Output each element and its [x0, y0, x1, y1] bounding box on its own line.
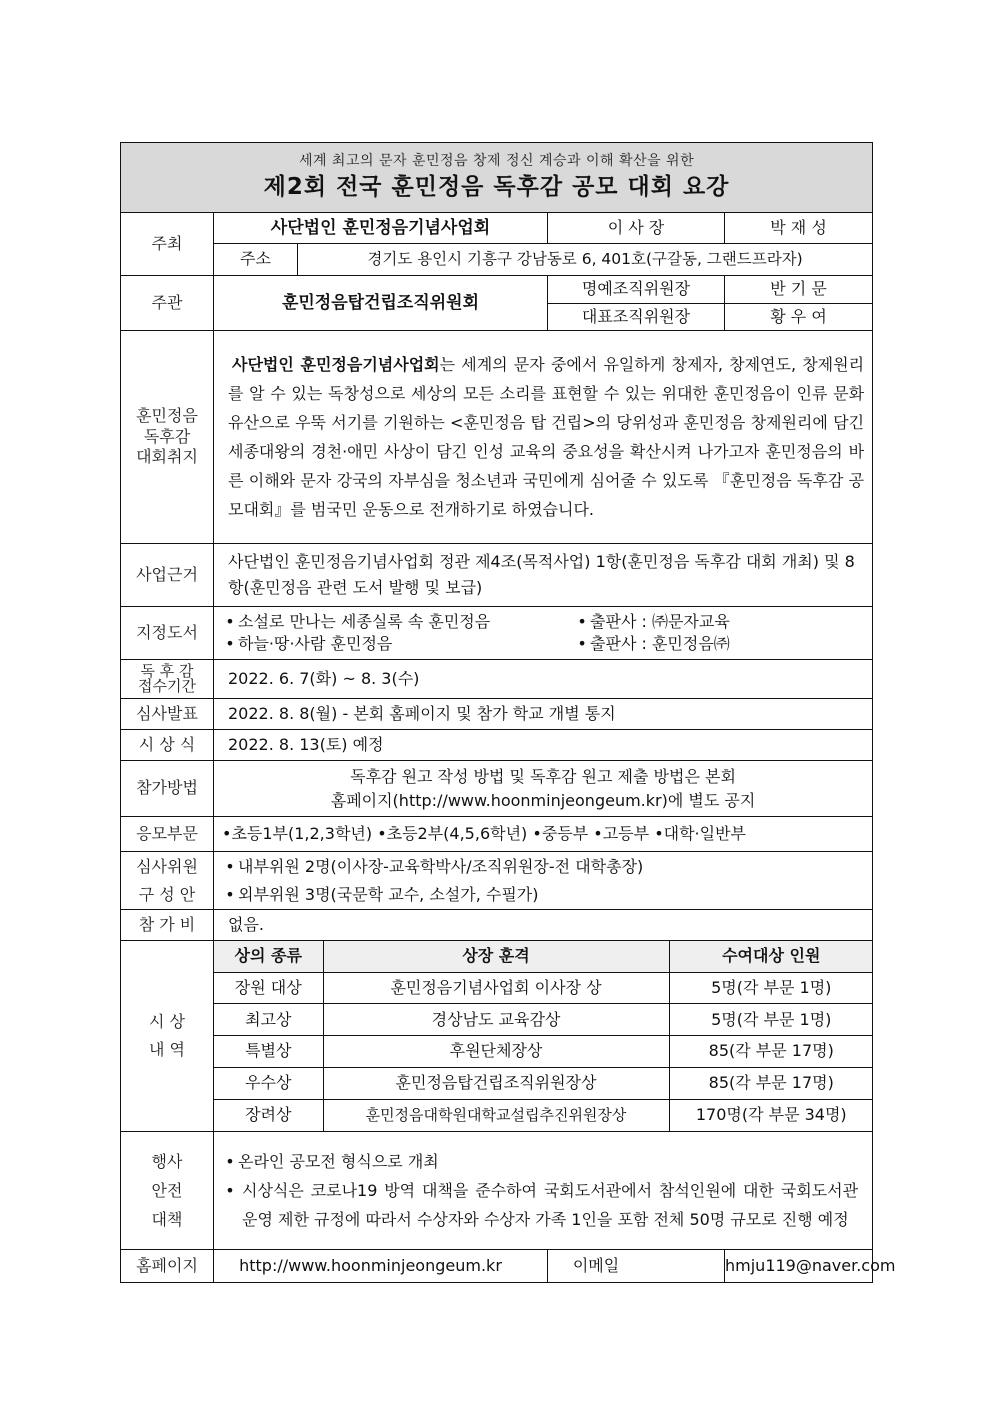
fee-label: 참 가 비: [121, 910, 214, 941]
document-page: [120, 142, 896, 1283]
host-org: 사단법인 훈민정음기념사업회: [214, 213, 548, 244]
prize-row: [214, 972, 873, 1004]
prize-type: 장원 대상: [214, 972, 323, 1004]
prizes-header-count: 수여대상 인원: [669, 941, 873, 972]
purpose-label: [121, 331, 214, 544]
purpose-label-line: 훈민정음: [136, 405, 198, 425]
prize-award: 훈민정음탑건립조직위원장상: [323, 1068, 669, 1100]
prize-count: 170명(각 부문 34명): [669, 1100, 873, 1131]
book-publisher: 출판사 : ㈜문자교육: [590, 612, 730, 631]
judges-label: [121, 852, 214, 910]
prizes-cell: [214, 941, 873, 1132]
purpose-text: [214, 331, 873, 544]
email-label: 이메일: [548, 1250, 725, 1283]
prize-award: 후원단체장상: [323, 1036, 669, 1068]
division-item: 대학·일반부: [663, 823, 746, 843]
judges-label-line: 심사위원: [136, 856, 198, 876]
bullet-icon: •: [593, 823, 603, 843]
prize-count: 5명(각 부문 1명): [669, 972, 873, 1004]
guidelines-table: [120, 142, 896, 1283]
organizer-role-2: 대표조직위원장: [548, 304, 725, 331]
prize-row: [214, 1100, 873, 1131]
judge-item: [222, 853, 872, 881]
organizer-role-1: 명예조직위원장: [548, 276, 725, 304]
safety-label-line: 안전: [151, 1181, 183, 1200]
prize-row: [214, 1036, 873, 1068]
method-line: 홈페이지(http://www.hoonminjeongeum.kr)에 별도 공지: [330, 790, 756, 810]
basis-label: 사업근거: [121, 544, 214, 607]
email-link[interactable]: hmju119@naver.com: [725, 1250, 873, 1283]
prize-type: 특별상: [214, 1036, 323, 1068]
safety-label-line: 대책: [151, 1210, 183, 1229]
division-item: 고등부: [602, 823, 650, 843]
book-publisher: 출판사 : 훈민정음㈜: [590, 634, 730, 653]
bullet-icon: •: [577, 612, 587, 631]
bullet-icon: •: [225, 856, 235, 876]
books-list: [214, 607, 873, 660]
purpose-body: 는 세계의 문자 중에서 유일하게 창제자, 창제연도, 창제원리를 알 수 있는 독창성으로 세상의 모든 소리를 표현할 수 있는 위대한 훈민정음이 인류 문화유산으로 우뚝 서기를 기원하는 <훈민정음 탑 건립>의 당위성과 훈민정음 창제원리에 담긴 세종대왕의 경천·애민 사상이 담긴 인성 교육의 중요성을 확산시켜 나가고자 훈민정음의 바른 이해와 문자 강국의 자부심을 청소년과 국민에게 심어줄 수 있도록 『훈민정음 독후감 공모대회』를 범국민 운동으로 전개하기로 하였습니다.: [228, 355, 865, 519]
host-address: 경기도 용인시 기흥구 강남동로 6, 401호(구갈동, 그랜드프라자): [298, 244, 873, 276]
host-name: 박 재 성: [725, 213, 873, 244]
book-item: [222, 611, 872, 633]
bullet-icon: •: [225, 1181, 235, 1200]
prizes-label-line: 내 역: [149, 1040, 185, 1059]
organizer-name-1: 반 기 문: [725, 276, 873, 304]
prize-row: [214, 1004, 873, 1036]
division-item: 초등2부(4,5,6학년): [386, 823, 528, 843]
divisions-list: [214, 817, 873, 852]
judge-text: 외부위원 3명(국문학 교수, 소설가, 수필가): [238, 884, 539, 904]
prize-award: 훈민정음대학원대학교설립추진위원장상: [323, 1100, 669, 1131]
prize-award: 경상남도 교육감상: [323, 1004, 669, 1036]
organizer-name-2: 황 우 여: [725, 304, 873, 331]
safety-item: [222, 1147, 858, 1176]
ceremony-value: 2022. 8. 13(토) 예정: [214, 730, 873, 761]
period-label-line: 독 후 감: [140, 662, 194, 680]
period-label-line: 접수기간: [138, 677, 196, 695]
host-label: 주최: [121, 213, 214, 276]
method-label: 참가방법: [121, 761, 214, 817]
safety-label: [121, 1132, 214, 1250]
divisions-label: 응모부문: [121, 817, 214, 852]
document-header: [121, 143, 873, 213]
book-item: [222, 633, 872, 655]
period-label: [121, 660, 214, 699]
judges-label-line: 구 성 안: [138, 884, 196, 904]
header-subtitle: 세계 최고의 문자 훈민정음 창제 정신 계승과 이해 확산을 위한: [298, 153, 695, 170]
homepage-label: 홈페이지: [121, 1250, 214, 1283]
organizer-org: 훈민정음탑건립조직위원회: [214, 276, 548, 331]
period-value: 2022. 6. 7(화) ~ 8. 3(수): [214, 660, 873, 699]
homepage-link[interactable]: http://www.hoonminjeongeum.kr: [214, 1250, 548, 1283]
prize-row: [214, 1068, 873, 1100]
prizes-table: [214, 941, 873, 1131]
bullet-icon: •: [222, 823, 232, 843]
prizes-label-line: 시 상: [149, 1012, 185, 1031]
books-label: 지정도서: [121, 607, 214, 660]
bullet-icon: •: [654, 823, 664, 843]
prize-award: 훈민정음기념사업회 이사장 상: [323, 972, 669, 1004]
prizes-header-row: [214, 941, 873, 972]
address-label: 주소: [214, 244, 298, 276]
document-title: 제2회 전국 훈민정음 독후감 공모 대회 요강: [263, 173, 730, 200]
announcement-label: 심사발표: [121, 699, 214, 730]
basis-text: 사단법인 훈민정음기념사업회 정관 제4조(목적사업) 1항(훈민정음 독후감 대회 개최) 및 8항(훈민정음 관련 도서 발행 및 보급): [214, 544, 873, 607]
prize-count: 85(각 부문 17명): [669, 1068, 873, 1100]
prize-type: 장려상: [214, 1100, 323, 1131]
safety-text: 온라인 공모전 형식으로 개최: [238, 1152, 439, 1171]
purpose-label-line: 대회취지: [136, 447, 198, 467]
safety-list: [214, 1132, 873, 1250]
prize-type: 최고상: [214, 1004, 323, 1036]
host-role: 이 사 장: [548, 213, 725, 244]
bullet-icon: •: [225, 612, 235, 631]
book-title: 소설로 만나는 세종실록 속 훈민정음: [238, 612, 491, 631]
safety-item: [222, 1176, 858, 1234]
prizes-header-award: 상장 훈격: [323, 941, 669, 972]
prize-count: 5명(각 부문 1명): [669, 1004, 873, 1036]
division-item: 중등부: [541, 823, 589, 843]
bullet-icon: •: [225, 634, 235, 653]
judge-item: [222, 881, 872, 909]
bullet-icon: •: [225, 884, 235, 904]
purpose-bold-lead: 사단법인 훈민정음기념사업회: [232, 355, 440, 374]
bullet-icon: •: [225, 1152, 235, 1171]
division-item: 초등1부(1,2,3학년): [231, 823, 373, 843]
bullet-icon: •: [577, 634, 587, 653]
prize-count: 85(각 부문 17명): [669, 1036, 873, 1068]
safety-text: 시상식은 코로나19 방역 대책을 준수하여 국회도서관에서 참석인원에 대한 국회도서관 운영 제한 규정에 따라서 수상자와 수상자 가족 1인을 포함 전체 50명 규모로 진행 예정: [242, 1181, 859, 1229]
ceremony-label: 시 상 식: [121, 730, 214, 761]
announcement-value: 2022. 8. 8(월) - 본회 홈페이지 및 참가 학교 개별 통지: [214, 699, 873, 730]
safety-label-line: 행사: [151, 1152, 183, 1171]
method-line: 독후감 원고 작성 방법 및 독후감 원고 제출 방법은 본회: [350, 766, 736, 786]
bullet-icon: •: [532, 823, 542, 843]
prizes-label: [121, 941, 214, 1132]
purpose-label-line: 독후감: [143, 426, 191, 446]
method-text: [214, 761, 873, 817]
bullet-icon: •: [377, 823, 387, 843]
prize-type: 우수상: [214, 1068, 323, 1100]
fee-value: 없음.: [214, 910, 873, 941]
judges-list: [214, 852, 873, 910]
judge-text: 내부위원 2명(이사장-교육학박사/조직위원장-전 대학총장): [238, 856, 644, 876]
organizer-label: 주관: [121, 276, 214, 331]
prizes-header-type: 상의 종류: [214, 941, 323, 972]
book-title: 하늘·땅·사람 훈민정음: [238, 634, 393, 653]
